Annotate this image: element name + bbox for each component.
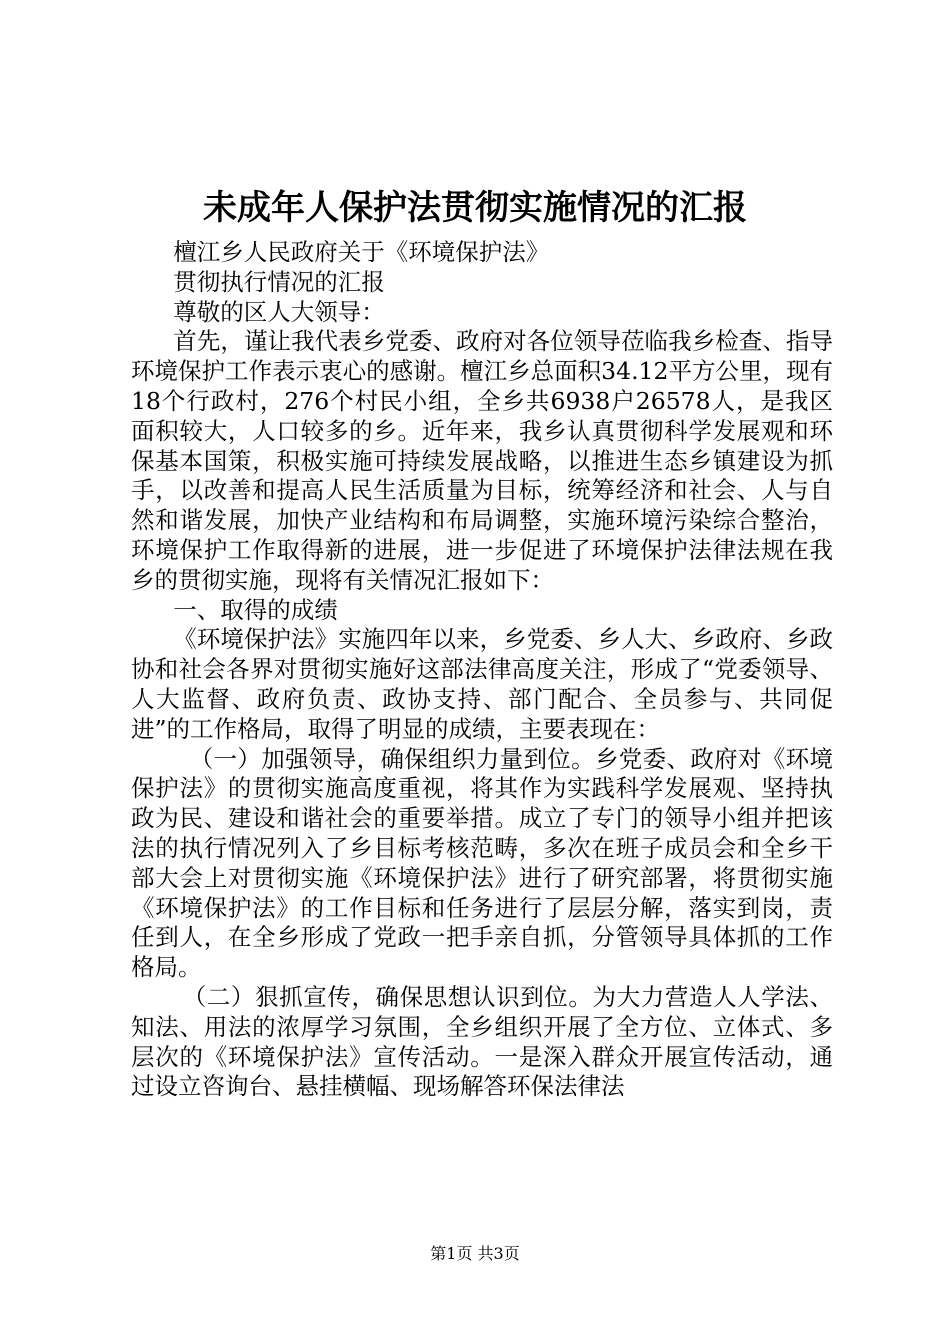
paragraph-achievements: 《环境保护法》实施四年以来，乡党委、乡人大、乡政府、乡政协和社会各界对贯彻实施好这部法律高度关注，形成了“党委领导、人大监督、政府负责、政协支持、部门配合、全员参与、共同促进”的工作格局，取得了明显的成绩，主要表现在： (131, 625, 833, 743)
section-heading-achievements: 一、取得的成绩 (173, 595, 338, 624)
document-body (131, 238, 833, 1102)
paragraph-publicity: （二）狠抓宣传，确保思想认识到位。为大力营造人人学法、知法、用法的浓厚学习氛围，全乡组织开展了全方位、立体式、多层次的《环境保护法》宣传活动。一是深入群众开展宣传活动，通过设立咨询台、悬挂横幅、现场解答环保法律法 (131, 982, 833, 1101)
paragraph-heading-line1: 檀江乡人民政府关于《环境保护法》 (173, 238, 550, 266)
paragraph-leadership: （一）加强领导，确保组织力量到位。乡党委、政府对《环境保护法》的贯彻实施高度重视，将其作为实践科学发展观、坚持执政为民、建设和谐社会的重要举措。成立了专门的领导小组并把该法的执行情况列入了乡目标考核范畴，多次在班子成员会和全乡干部大会上对贯彻实施《环境保护法》进行了研究部署，将贯彻实施《环境保护法》的工作目标和任务进行了层层分解，落实到岗，责任到人，在全乡形成了党政一把手亲自抓，分管领导具体抓的工作格局。 (131, 744, 833, 982)
paragraph-heading-line2: 贯彻执行情况的汇报 (173, 267, 385, 296)
page-footer: 第1页 共3页 (430, 1244, 520, 1263)
paragraph-intro: 首先，谨让我代表乡党委、政府对各位领导莅临我乡检查、指导环境保护工作表示衷心的感谢。檀江乡总面积34.12平方公里，现有18个行政村，276个村民小组，全乡共6938户26578人，是我区面积较大，人口较多的乡。近年来，我乡认真贯彻科学发展观和环保基本国策，积极实施可持续发展战略，以推进生态乡镇建设为抓手，以改善和提高人民生活质量为目标，统筹经济和社会、人与自然和谐发展，加快产业结构和布局调整，实施环境污染综合整治，环境保护工作取得新的进展，进一步促进了环境保护法律法规在我乡的贯彻实施，现将有关情况汇报如下： (131, 327, 833, 594)
paragraph-salutation: 尊敬的区人大领导： (173, 297, 385, 326)
document-title: 未成年人保护法贯彻实施情况的汇报 (203, 188, 747, 228)
